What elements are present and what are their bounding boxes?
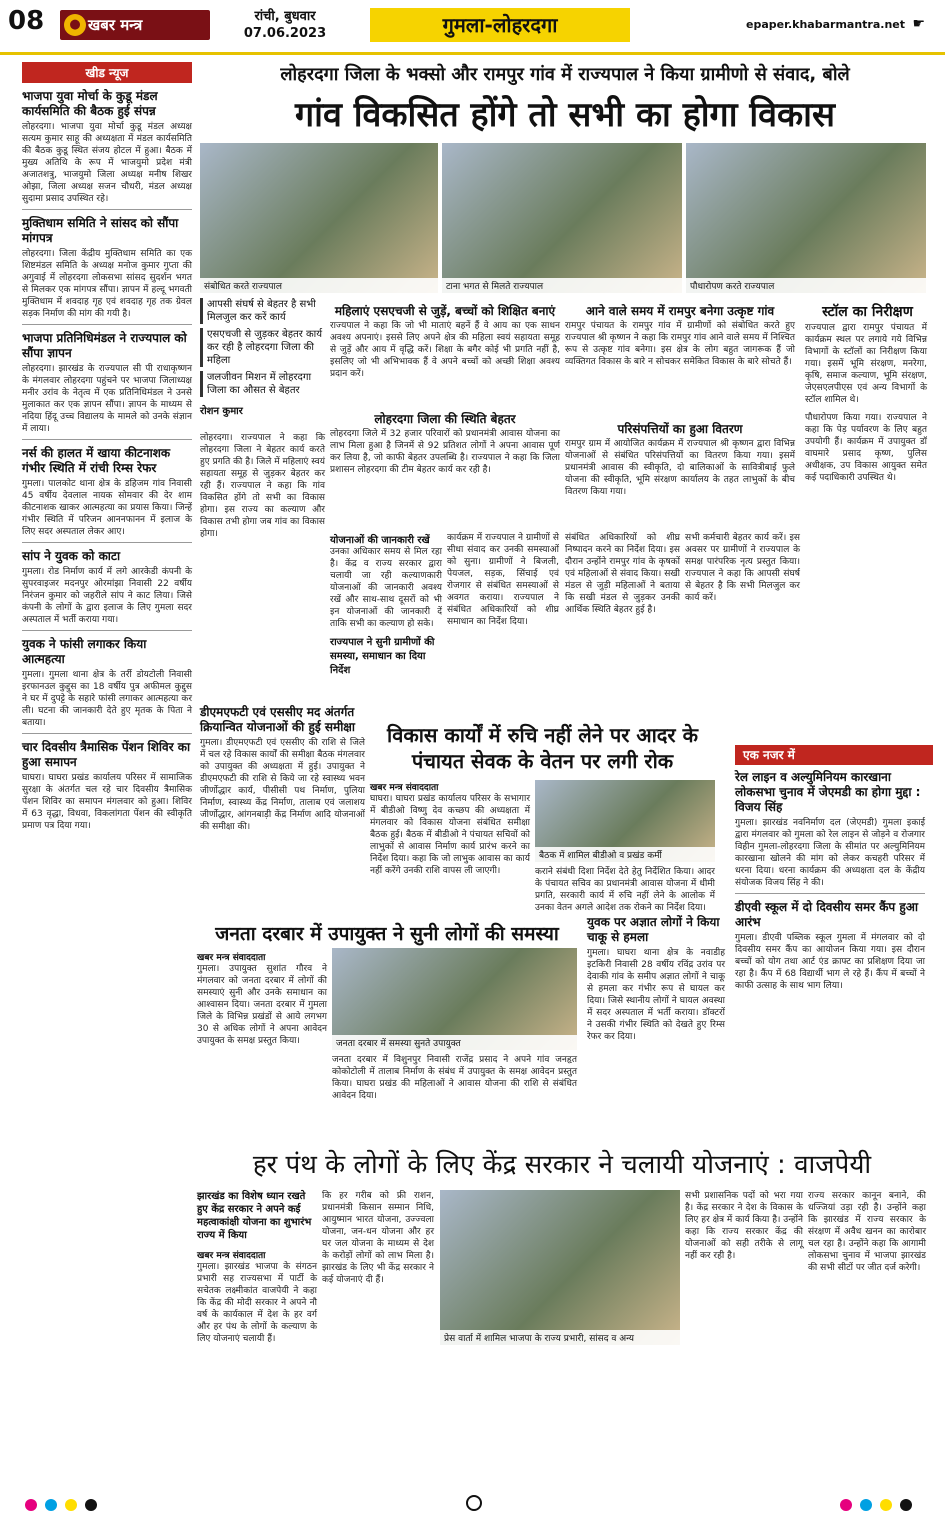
story-body: रामपुर ग्राम में आयोजित कार्यक्रम में राज्यपाल श्री कृष्णन द्वारा विभिन्न योजनाओं से संबंधित परिसंपत्तियों का वितरण किया गया। इसमें प्रधानमंत्री आवास की स्वीकृति, दो बालिकाओं के सावित्रीबाई फुले योजना की स्वीकृति, भूमि संरक्षण कार्यालय के तहत लाभुकों के बीच वितरण किया गया। [565, 439, 795, 497]
lead-text [685, 532, 800, 697]
subhead: परिसंपत्तियों का हुआ वितरण [617, 422, 743, 436]
story-body: रामपुर पंचायत के रामपुर गांव में ग्रामीणों को संबोधित करते हुए राज्यपाल श्री कृष्णन ने कहा कि रामपुर गांव आने वाले समय में निश्चित रूप से उत्कृष्ट गांव बनेगा। इस क्षेत्र के लोग बहुत जागरूक हैं जो व्यक्तिगत विकास के बारे न सोचकर समेकित विकास के बारे सोचते हैं। [565, 321, 795, 367]
byline: खबर मन्त्र संवाददाता [370, 783, 439, 793]
panchayat-headline: विकास कार्यों में रुचि नहीं लेने पर आदर के पंचायत सेवक के वेतन पर लगी रोक [387, 723, 698, 773]
subhead: आने वाले समय में रामपुर बनेगा उत्कृष्ट गांव [585, 304, 775, 318]
story-body: गुमला। घाघरा थाना क्षेत्र के नवाडीह इटकिरी निवासी 28 वर्षीय रविंद्र उरांव पर देवाकी गांव के समीप अज्ञात लोगों ने चाकू से हमला कर गंभीर रूप से घायल कर दिया। जिसे स्थानीय लोगों ने घायल अवस्था में सदर अस्पताल में भर्ती कराया। डॉक्टरों ने उसकी गंभीर स्थिति को देखते हुए रिम्स रेफर कर दिया। [587, 948, 725, 1042]
lead-photo-3 [686, 143, 926, 293]
right-column [735, 770, 925, 1140]
story-body: लोहरदगा। जिला केंद्रीय मुक्तिधाम समिति का एक शिष्टमंडल समिति के अध्यक्ष मनोज कुमार गुप्ता की अगुवाई में लोहरदगा लोकसभा सांसद सुदर्शन भगत से मिलकर एक मांगपत्र सौंपा। ज्ञापन में हल्दू भगवती मुक्तिधाम में शवदाह गृह एवं शवदाह गृह तक ग्रेवल सड़क निर्माण की मांग की गयी है। [22, 249, 192, 319]
lead-text [330, 428, 560, 523]
story-body: कराने संबंधी दिशा निर्देश देते हेतु निर्देशित किया। आदर के पंचायत सचिव का प्रधानमंत्री आवास योजना में धीमी प्रगति, सरकारी कार्य में रुचि नहीं लेने के आलोक में उनका वेतन अगले आदेश तक रोकने का निर्देश दिया। [535, 867, 715, 913]
dmft-story [200, 705, 365, 925]
lead-text [565, 320, 795, 405]
panchayat-story [370, 780, 530, 905]
photo-caption: प्रेस वार्ता में शामिल भाजपा के राज्य प्रभारी, सांसद व अन्य [440, 1330, 680, 1345]
lead-headline: गांव विकसित होंगे तो सभी का होगा विकास [295, 95, 835, 135]
story-body: लोहरदगा। झारखंड के राज्यपाल सी पी राधाकृष्णन के मंगलवार लोहरदगा पहुंचने पर भाजपा जिलाध्यक्ष मनीर उरांव के नेतृत्व में एक प्रतिनिधिमंडल ने उनसे मुलाकात कर एक ज्ञापन सौंपा। ज्ञापन के माध्यम से नदिया हिंदू उच्च विद्यालय के मामले को उनके संज्ञान में लाया। [22, 364, 192, 434]
story-body: लोहरदगा। भाजपा युवा मोर्चा कुडू मंडल अध्यक्ष सत्यम कुमार साहू की अध्यक्षता में मंडल कार्यसमिति की बैठक कुडू स्थित संजय होटल में हुआ। बैठक में मुख्य अतिथि के रूप में भाजयुमो प्रदेश मंत्री अजातशत्रु, भाजयुमो जिला अध्यक्ष मनीष शिखर ओझा, जिला अध्यक्ष सजन चौधरी, मंडल अध्यक्ष सुदामा प्रसाद उपस्थित रहे। [22, 122, 192, 204]
registration-mark-icon [900, 1499, 912, 1511]
registration-mark-icon [840, 1499, 852, 1511]
story-body: सभी प्रशासनिक पदों को भरा गया है। केंद्र सरकार ने देश के विकास के लिए हर क्षेत्र में कार्य किया है। उन्होंने कहा कि राज्य सरकार केंद्र की योजनाओं को सही तरीके से लागू नहीं कर रही है। [685, 1191, 803, 1261]
photo-caption: बैठक में शामिल बीडीओ व प्रखंड कर्मी [535, 847, 715, 862]
story-body: पौधारोपण किया गया। राज्यपाल ने कहा कि पेड़ पर्यावरण के लिए बहुत उपयोगी हैं। कार्यक्रम में उपायुक्त डॉ वाघमारे प्रसाद कृष्ण, पुलिस अधीक्षक, उप विकास आयुक्त समेत कई पदाधिकारी उपस्थित थे। [805, 413, 927, 483]
highlight-item: आपसी संघर्ष से बेहतर है सभी मिलजुल कर करें कार्य [200, 298, 326, 324]
story-body: राज्यपाल ने कहा कि जो भी माताएं बहनें हैं वे आय का एक साधन अवश्य अपनाएं। इससे लिए अपने क्षेत्र की महिला स्वयं सहायता समूह से जुड़ें और आय में वृद्धि करें। शिक्षा के बगैर कोई भी प्रगति नहीं है, इसलिए जो भी अभिभावक हैं वे अपने बच्चों को अच्छी शिक्षा अवश्य प्रदान करें। [330, 321, 560, 379]
janta-darbar-story-cont [332, 1054, 577, 1136]
story-title: सांप ने युवक को काटा [22, 549, 121, 563]
byline: खबर मन्त्र संवाददाता [197, 1251, 266, 1261]
story-body: गुमला। रोड निर्माण कार्य में लगे आरकेडी कंपनी के सुपरवाइजर मदनपुर ओरमांझा निवासी 22 वर्षीय निरंजन कुमार को जहरीले सांप ने काट लिया। जिसे कंपनी के लोगों के द्वारा इलाज के लिए गुमला सदर अस्पताल में भर्ती कराया गया। [22, 567, 192, 625]
subhead: राज्यपाल ने सुनी ग्रामीणों की समस्या, समाधान का दिया निर्देश [330, 637, 435, 676]
vajpayee-headline: हर पंथ के लोगों के लिए केंद्र सरकार ने चलायी योजनाएं : वाजपेयी [252, 1150, 872, 1180]
story-title: युवक ने फांसी लगाकर किया आत्महत्या [22, 637, 147, 666]
story-body: जनता दरबार में विशुनपुर निवासी राजेंद्र प्रसाद ने अपने गांव जनहृत कोकोटोली में तालाब निर्माण के संबंध में उपायुक्त के समक्ष आवेदन प्रस्तुत किया। घाघरा प्रखंड की महिलाओं ने आवास योजना की राशि से संबंधित आवेदन दिया। [332, 1055, 577, 1101]
vajpayee-story-cont2 [685, 1190, 803, 1480]
story-title: नर्स की हालत में खाया कीटनाशक गंभीर स्थिति में रांची रिम्स रेफर [22, 446, 171, 475]
cursor-icon: ☛ [912, 16, 925, 32]
brand-name: खबर मन्त्र [88, 16, 143, 34]
vajpayee-photo [440, 1190, 680, 1345]
story-body: राज्य सरकार कानून बनाने, की धज्जियां उड़ा रही है। उन्होंने कहा कि झारखंड में राज्य सरकार के संरक्षण में अवैध खनन का कारोबार चल रहा है। उन्होंने कहा कि आगामी लोकसभा चुनाव में भाजपा झारखंड की सभी सीटों पर जीत दर्ज करेगी। [808, 1191, 926, 1273]
crosshair-icon [466, 1495, 482, 1511]
divider [22, 630, 192, 631]
subhead: योजनाओं की जानकारी रखें [330, 535, 430, 546]
story-title: मुक्तिधाम समिति ने सांसद को सौंपा मांगपत्र [22, 216, 179, 245]
print-footer [0, 1491, 945, 1517]
highlight-item: जलजीवन मिशन में लोहरदगा जिला का औसत से बेहतर [200, 371, 326, 397]
story-body: कार्यक्रम में राज्यपाल ने ग्रामीणों से सीधा संवाद कर उनकी समस्याओं को सुना। ग्रामीणों ने बिजली, पेयजल, सड़क, सिंचाई एवं रोजगार से संबंधित समस्याओं से अवगत कराया। राज्यपाल ने संबंधित अधिकारियों को शीघ्र समाधान का निर्देश दिया। [447, 533, 559, 627]
brand-logo-icon: ● [64, 14, 86, 36]
city-day: रांची, बुधवार [254, 9, 316, 24]
vajpayee-story [197, 1190, 317, 1480]
highlight-item: एसएचजी से जुड़कर बेहतर कार्य कर रही है लोहरदगा जिला की महिला [200, 328, 326, 367]
epaper-url[interactable]: epaper.khabarmantra.net [746, 18, 905, 31]
lead-text [330, 532, 442, 697]
photo-caption: पौधारोपण करते राज्यपाल [686, 278, 926, 293]
story-body: सभी कर्मचारी बेहतर कार्य करें। इस अवसर पर ग्रामीणों ने राज्यपाल के समक्ष पारंपरिक नृत्य प्रस्तुत किया। राज्यपाल ने कहा कि आपसी संघर्ष से बेहतर है कि सभी मिलजुल कर कार्य करें। [685, 533, 800, 603]
subhead: स्टॉल का निरीक्षण [822, 304, 913, 320]
story-body: गुमला। डीएमएफटी एवं एससीए की राशि से जिले में चल रहे विकास कार्यों की समीक्षा बैठक मंगलवार को उपायुक्त की अध्यक्षता में हुई। उपायुक्त ने डीएमएफटी की राशि से किये जा रहे स्वास्थ्य भवन जीर्णोद्धार कार्य, पीसीसी पथ निर्माण, पुलिया निर्माण, स्वास्थ्य केंद्र निर्माण, तालाब एवं जलाशय जीर्णोद्धार, आंगनबाड़ी केंद्र निर्माण आदि योजनाओं की समीक्षा की। [200, 738, 365, 832]
divider [22, 733, 192, 734]
janta-darbar-story [197, 950, 327, 1135]
panchayat-photo [535, 780, 715, 862]
divider [22, 209, 192, 210]
vajpayee-story-cont3 [808, 1190, 926, 1480]
story-title: डीएवी स्कूल में दो दिवसीय समर कैंप हुआ आरंभ [735, 900, 919, 929]
story-body: संबंधित अधिकारियों को शीघ्र निष्पादन करने का निर्देश दिया। इस दौरान उन्होंने रामपुर गांव के कृषकों एवं महिलाओं से संवाद किया। सखी मंडल से जुड़ी महिलाओं ने बताया कि सखी मंडल से जुड़कर उनकी आर्थिक स्थिति बेहतर हुई है। [565, 533, 680, 615]
story-title: चार दिवसीय त्रैमासिक पेंशन शिविर का हुआ समापन [22, 740, 191, 769]
story-title: भाजपा प्रतिनिधिमंडल ने राज्यपाल को सौंपा ज्ञापन [22, 331, 187, 360]
lead-text [805, 322, 927, 697]
lead-kicker: लोहरदगा जिला के भक्सो और रामपुर गांव में राज्यपाल ने किया ग्रामीणो से संवाद, बोले [280, 64, 850, 85]
left-column [22, 62, 192, 1487]
janta-darbar-headline: जनता दरबार में उपायुक्त ने सुनी लोगों की समस्या [215, 923, 559, 945]
registration-mark-icon [880, 1499, 892, 1511]
story-body: घाघरा। घाघरा प्रखंड कार्यालय परिसर के सभागार में बीडीओ विष्णु देव कच्छप की अध्यक्षता में मंगलवार को विकास योजना संबंधित समीक्षा बैठक हुई। बैठक में बीडीओ ने पंचायत सचिवों को लाभुकों से आवास निर्माण कार्य प्रारंभ करने का निर्देश दिया। कहा कि जो लाभुक आवास का कार्य नहीं करेंगे उनकी राशि वापस ली जाएगी। [370, 794, 530, 876]
story-body: कि हर गरीब को फ्री राशन, प्रधानमंत्री किसान सम्मान निधि, आयुष्मान भारत योजना, उज्ज्वला योजना, जन-धन योजना और हर घर जल योजना के माध्यम से देश के करोड़ों लोगों को लाभ मिला है। झारखंड के लिए भी केंद्र सरकार ने कई योजनाएं दी हैं। [322, 1191, 434, 1285]
lead-photo-1 [200, 143, 438, 293]
story-body: गुमला। पालकोट थाना क्षेत्र के डहिजम गांव निवासी 45 वर्षीय देवलाल नायक सोमवार की देर शाम कीटनाशक खाकर आत्महत्या का प्रयास किया। जिन्हें गंभीर स्थिति में परिजन आननफानन में इलाज के लिए सदर अस्पताल लेकर आए। [22, 479, 192, 537]
divider [22, 439, 192, 440]
story-title: युवक पर अज्ञात लोगों ने किया चाकू से हमला [587, 915, 720, 944]
story-body: गुमला। झारखंड नवनिर्माण दल (जेएमडी) गुमला इकाई द्वारा मंगलवार को गुमला को रेल लाइन से जोड़ने व रोजगार विहीन गुमला-लोहरदगा जिला के सीमांत पर अल्युमिनियम कारखाना खोलने की मांग को लेकर कचहरी परिसर में धरना दिया। धरना कार्यक्रम की अध्यक्षता दल के केंद्रीय संयोजक विजय सिंह ने की। [735, 818, 925, 888]
byline: खबर मन्त्र संवाददाता [197, 953, 266, 963]
knife-attack-story [587, 915, 725, 1140]
vajpayee-story-cont [322, 1190, 434, 1480]
lead-text [200, 432, 325, 697]
section-title: गुमला-लोहरदगा [370, 8, 630, 42]
dateline [235, 8, 335, 42]
story-title: डीएमएफटी एवं एससीए मद अंतर्गत क्रियान्वित योजनाओं की हुई समीक्षा [200, 705, 356, 734]
story-body: लोहरदगा जिले में 32 हजार परिवारों को प्रधानमंत्री आवास योजना का लाभ मिला हुआ है जिनमें से 92 प्रतिशत लोगों ने अपना आवास पूर्ण कर लिया है, जो काफी बेहतर उपलब्धि है। राज्यपाल ने कहा कि जिला प्रशासन लोहरदगा की टीम बेहतर कार्य कर रही है। [330, 429, 560, 475]
janta-darbar-photo [332, 948, 577, 1050]
registration-mark-icon [860, 1499, 872, 1511]
story-body: उनका अधिकार समय से मिल रहा है। केंद्र व राज्य सरकार द्वारा चलायी जा रही कल्याणकारी योजनाओं की जानकारी अवश्य रखें और साथ-साथ दूसरों को भी इन योजनाओं की जानकारी दें ताकि सभी का कल्याण हो सके। [330, 547, 442, 629]
story-body: गुमला। गुमला थाना क्षेत्र के तर्री डोयटोली निवासी इरफानउल कुद्दुस का 18 वर्षीय पुत्र अफीमल कुद्दुस ने घर में दुपट्टे के सहारे फांसी लगाकर आत्महत्या कर ली। घटना की जानकारी देते हुए मृतक के पिता ने बताया। [22, 670, 192, 728]
short-news-kicker: खीड न्यूज [22, 62, 192, 83]
byline: रोशन कुमार [200, 406, 243, 417]
photo-caption: संबोधित करते राज्यपाल [200, 278, 438, 293]
page-header [0, 0, 945, 55]
story-body: गुमला। डीएवी पब्लिक स्कूल गुमला में मंगलवार को दो दिवसीय समर कैंप का आयोजन किया गया। इस दौरान बच्चों को योग तथा आर्ट एंड क्राफ्ट का प्रशिक्षण दिया जा रहा है। कैंप में 68 विद्यार्थी भाग ले रहे हैं। कैंप में बच्चों ने काफी उत्साह के साथ भाग लिया। [735, 933, 925, 991]
divider [22, 542, 192, 543]
registration-mark-icon [65, 1499, 77, 1511]
registration-mark-icon [45, 1499, 57, 1511]
lead-text [565, 532, 680, 697]
story-body: राज्यपाल द्वारा रामपुर पंचायत में कार्यक्रम स्थल पर लगाये गये विभिन्न विभागों के स्टॉलों का निरीक्षण किया गया। इसमें भूमि संरक्षण, मनरेगा, कृषि, समाज कल्याण, भूमि संरक्षण, जेएसएलपीएस एवं अन्य विभागों के स्टॉल शामिल थे। [805, 323, 927, 405]
issue-date: 07.06.2023 [243, 26, 327, 41]
masthead-brand [60, 10, 210, 40]
story-title: भाजपा युवा मोर्चा के कुडू मंडल कार्यसमिति की बैठक हुई संपन्न [22, 89, 158, 118]
ek-nazar-label: एक नजर में [735, 745, 933, 765]
panchayat-story-cont [535, 866, 715, 913]
registration-mark-icon [85, 1499, 97, 1511]
lead-text [447, 532, 559, 697]
story-body: लोहरदगा। राज्यपाल ने कहा कि लोहरदगा जिला ने बेहतर कार्य करते हुए प्रगति की है। जिले में महिलाएं स्वयं सहायता समूह से जुड़कर बेहतर कर रही हैं। राज्यपाल ने कहा कि गांव विकसित होंगे तो सभी का विकास होगा। इस राज्य का कल्याण और विकास तभी होगा जब गांव का विकास होगा। [200, 433, 325, 539]
subhead: लोहरदगा जिला की स्थिति बेहतर [374, 412, 516, 426]
story-body: गुमला। उपायुक्त सुशांत गौरव ने मंगलवार को जनता दरबार में लोगों की समस्याएं सुनी और उनके समाधान का आश्वासन दिया। जनता दरबार में गुमला जिले के विभिन्न प्रखंडों से आये लगभग 30 से अधिक लोगों ने अपना आवेदन उपायुक्त के समक्ष प्रस्तुत किया। [197, 964, 327, 1046]
story-body: घाघरा। घाघरा प्रखंड कार्यालय परिसर में सामाजिक सुरक्षा के अंतर्गत चल रहे चार दिवसीय त्रैमासिक पेंशन शिविर का समापन मंगलवार को हुआ। शिविर में 63 वृद्धा, विधवा, विकलांगता पेंशन की स्वीकृति प्रमाण पत्र दिया गया। [22, 773, 192, 831]
registration-mark-icon [25, 1499, 37, 1511]
story-body: गुमला। झारखंड भाजपा के संगठन प्रभारी सह राज्यसभा में पार्टी के सचेतक लक्ष्मीकांत वाजपेयी ने कहा कि केंद्र की मोदी सरकार ने अपने नौ वर्ष के कार्यकाल में देश के हर वर्ग और हर पंथ के लोगों के कल्याण के लिए योजनाएं चलायी हैं। [197, 1262, 317, 1344]
page-number: 08 [8, 6, 45, 36]
photo-caption: टाना भगत से मिलते राज्यपाल [442, 278, 682, 293]
lead-highlights [200, 298, 326, 417]
lead-photo-2 [442, 143, 682, 293]
subhead: महिलाएं एसएचजी से जुड़ें, बच्चों को शिक्षित बनाएं [334, 304, 556, 318]
subhead: झारखंड का विशेष ध्यान रखते हुए केंद्र सरकार ने अपने कई महत्वाकांक्षी योजना का शुभारंभ राज्य में किया [197, 1191, 312, 1241]
lead-text [565, 438, 795, 528]
divider [22, 324, 192, 325]
lead-text [330, 320, 560, 405]
divider [735, 893, 925, 894]
photo-caption: जनता दरबार में समस्या सुनते उपायुक्त [332, 1035, 577, 1050]
story-title: रेल लाइन व अल्युमिनियम कारखाना लोकसभा चुनाव में जेएमडी का होगा मुद्दा : विजय सिंह [735, 770, 921, 814]
